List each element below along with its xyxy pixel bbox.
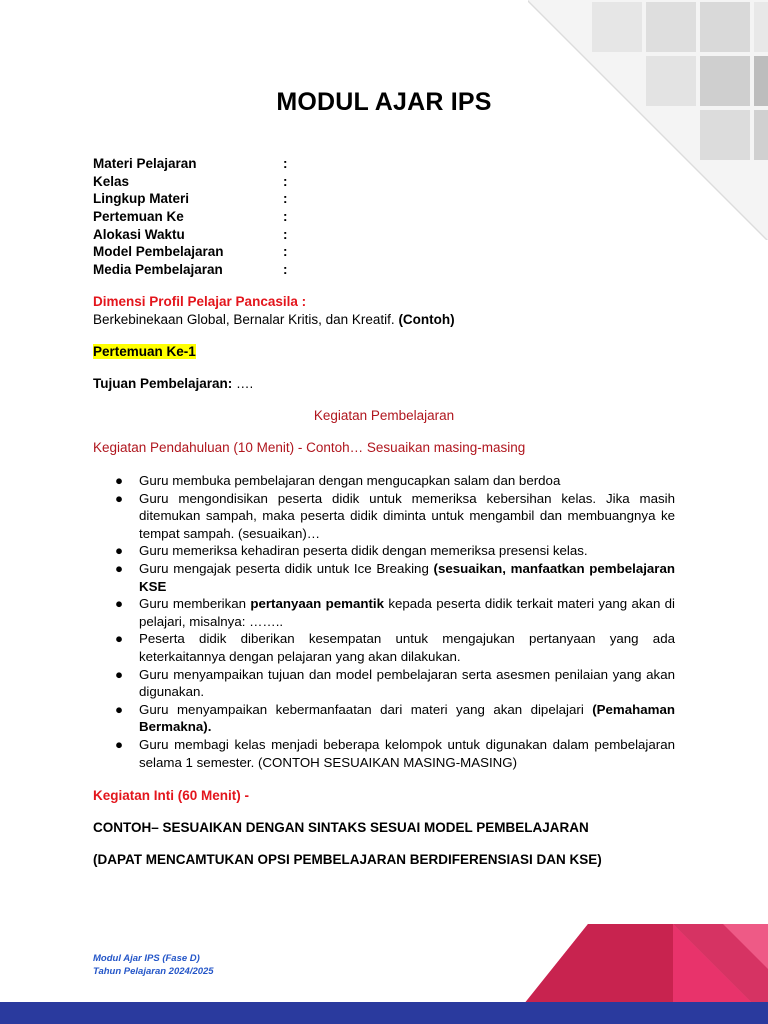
list-item-text: Guru menyampaikan kebermanfaatan dari materi yang akan dipelajari bbox=[139, 701, 593, 717]
info-row bbox=[93, 155, 393, 173]
list-item-bold: pertanyaan pemantik bbox=[250, 596, 384, 612]
info-colon: : bbox=[283, 173, 288, 189]
info-row bbox=[93, 226, 393, 244]
tujuan-section bbox=[93, 375, 675, 393]
kegiatan-heading: Kegiatan Pembelajaran bbox=[313, 408, 455, 423]
list-item-text: Guru memeriksa kehadiran peserta didik dengan memeriksa presensi kelas. bbox=[139, 543, 588, 559]
info-colon: : bbox=[283, 156, 288, 171]
info-label: Pertemuan Ke bbox=[93, 209, 184, 225]
dimensi-text-line bbox=[93, 311, 675, 329]
list-item bbox=[93, 630, 675, 665]
list-item-bold: (Pemahaman Bermakna). bbox=[139, 701, 675, 735]
info-row bbox=[93, 190, 393, 208]
pendahuluan-list bbox=[93, 472, 675, 771]
info-colon: : bbox=[283, 191, 288, 207]
footer-line-2: Tahun Pelajaran 2024/2025 bbox=[93, 966, 214, 977]
bullet-icon: ● bbox=[115, 666, 124, 682]
info-colon: : bbox=[283, 226, 288, 242]
kegiatan-heading-wrap bbox=[93, 407, 675, 425]
dimensi-heading: Dimensi Profil Pelajar Pancasila : bbox=[93, 294, 307, 309]
opsi-line: (DAPAT MENCAMTUKAN OPSI PEMBELAJARAN BERDIFERENSIASI DAN KSE) bbox=[93, 852, 602, 867]
bullet-icon: ● bbox=[115, 736, 124, 752]
dimensi-section bbox=[93, 293, 675, 329]
list-item bbox=[93, 736, 675, 771]
info-label: Model Pembelajaran bbox=[93, 244, 224, 260]
bullet-icon: ● bbox=[115, 473, 124, 488]
list-item bbox=[93, 701, 675, 736]
list-item-text: Peserta didik diberikan kesempatan untuk mengajukan pertanyaan yang ada keterkaitannya dengan pelajaran yang akan dilakukan. bbox=[139, 631, 675, 664]
footer bbox=[93, 952, 214, 978]
bullet-icon: ● bbox=[115, 560, 124, 576]
list-item bbox=[93, 472, 675, 490]
info-colon: : bbox=[283, 209, 288, 225]
inti-heading: Kegiatan Inti (60 Menit) - bbox=[93, 788, 250, 803]
info-label: Media Pembelajaran bbox=[93, 262, 223, 278]
info-label: Kelas bbox=[93, 173, 130, 189]
list-item-text: Guru membagi kelas menjadi beberapa kelompok untuk digunakan dalam pembelajaran selama 1 semester. (CONTOH SESUAIKAN MASING-MASING) bbox=[139, 736, 675, 770]
info-row bbox=[93, 208, 393, 226]
info-colon: : bbox=[283, 244, 288, 260]
bullet-icon: ● bbox=[115, 701, 124, 717]
info-label: Lingkup Materi bbox=[93, 191, 190, 207]
bullet-icon: ● bbox=[115, 543, 124, 559]
bullet-icon: ● bbox=[115, 490, 124, 506]
pertemuan-section bbox=[93, 343, 675, 361]
info-row bbox=[93, 261, 393, 279]
list-item bbox=[93, 666, 675, 701]
list-item-text: Guru memberikan bbox=[139, 596, 251, 612]
list-item bbox=[93, 542, 675, 560]
dimensi-note: (Contoh) bbox=[398, 312, 455, 327]
info-row bbox=[93, 243, 393, 261]
list-item-text: kepada peserta didik terkait materi yang akan di pelajari, misalnya: …….. bbox=[139, 596, 676, 629]
tujuan-label: Tujuan Pembelajaran: bbox=[93, 376, 233, 391]
decorative-squares-top bbox=[528, 0, 768, 240]
bottom-bar bbox=[0, 1002, 768, 1024]
info-label: Materi Pelajaran bbox=[93, 156, 197, 171]
list-item-text: Guru mengondisikan peserta didik untuk memeriksa kebersihan kelas. Jika masih ditemukan sampah, maka peserta didik diminta untuk mengambil dan membuangnya ke tempat sampah. (sesuaikan)… bbox=[139, 490, 675, 541]
info-colon: : bbox=[283, 262, 288, 278]
list-item bbox=[93, 490, 675, 543]
contoh-line: CONTOH– SESUAIKAN DENGAN SINTAKS SESUAI MODEL PEMBELAJARAN bbox=[93, 820, 589, 835]
pertemuan-heading: Pertemuan Ke-1 bbox=[93, 344, 196, 359]
list-item-text: Guru mengajak peserta didik untuk Ice Breaking bbox=[139, 560, 434, 576]
bullet-icon: ● bbox=[115, 596, 124, 612]
pendahuluan-heading: Kegiatan Pendahuluan (10 Menit) - Contoh… Sesuaikan masing-masing bbox=[93, 440, 526, 455]
list-item-text: Guru membuka pembelajaran dengan mengucapkan salam dan berdoa bbox=[139, 473, 561, 488]
pendahuluan-heading-wrap bbox=[93, 439, 675, 457]
tujuan-value: …. bbox=[232, 376, 254, 391]
bullet-icon: ● bbox=[115, 631, 124, 647]
list-item-text: Guru menyampaikan tujuan dan model pembelajaran serta asesmen penilaian yang akan digunakan. bbox=[139, 666, 675, 700]
inti-heading-wrap bbox=[93, 787, 675, 805]
page-title: MODUL AJAR IPS bbox=[276, 88, 492, 116]
list-item bbox=[93, 595, 675, 630]
module-info bbox=[93, 155, 393, 279]
footer-line-1: Modul Ajar IPS (Fase D) bbox=[93, 953, 200, 964]
list-item-bold: (sesuaikan, manfaatkan pembelajaran KSE bbox=[139, 560, 675, 594]
list-item bbox=[93, 560, 675, 595]
dimensi-text: Berkebinekaan Global, Bernalar Kritis, dan Kreatif. bbox=[93, 312, 395, 327]
info-label: Alokasi Waktu bbox=[93, 226, 185, 242]
info-row bbox=[93, 173, 393, 191]
